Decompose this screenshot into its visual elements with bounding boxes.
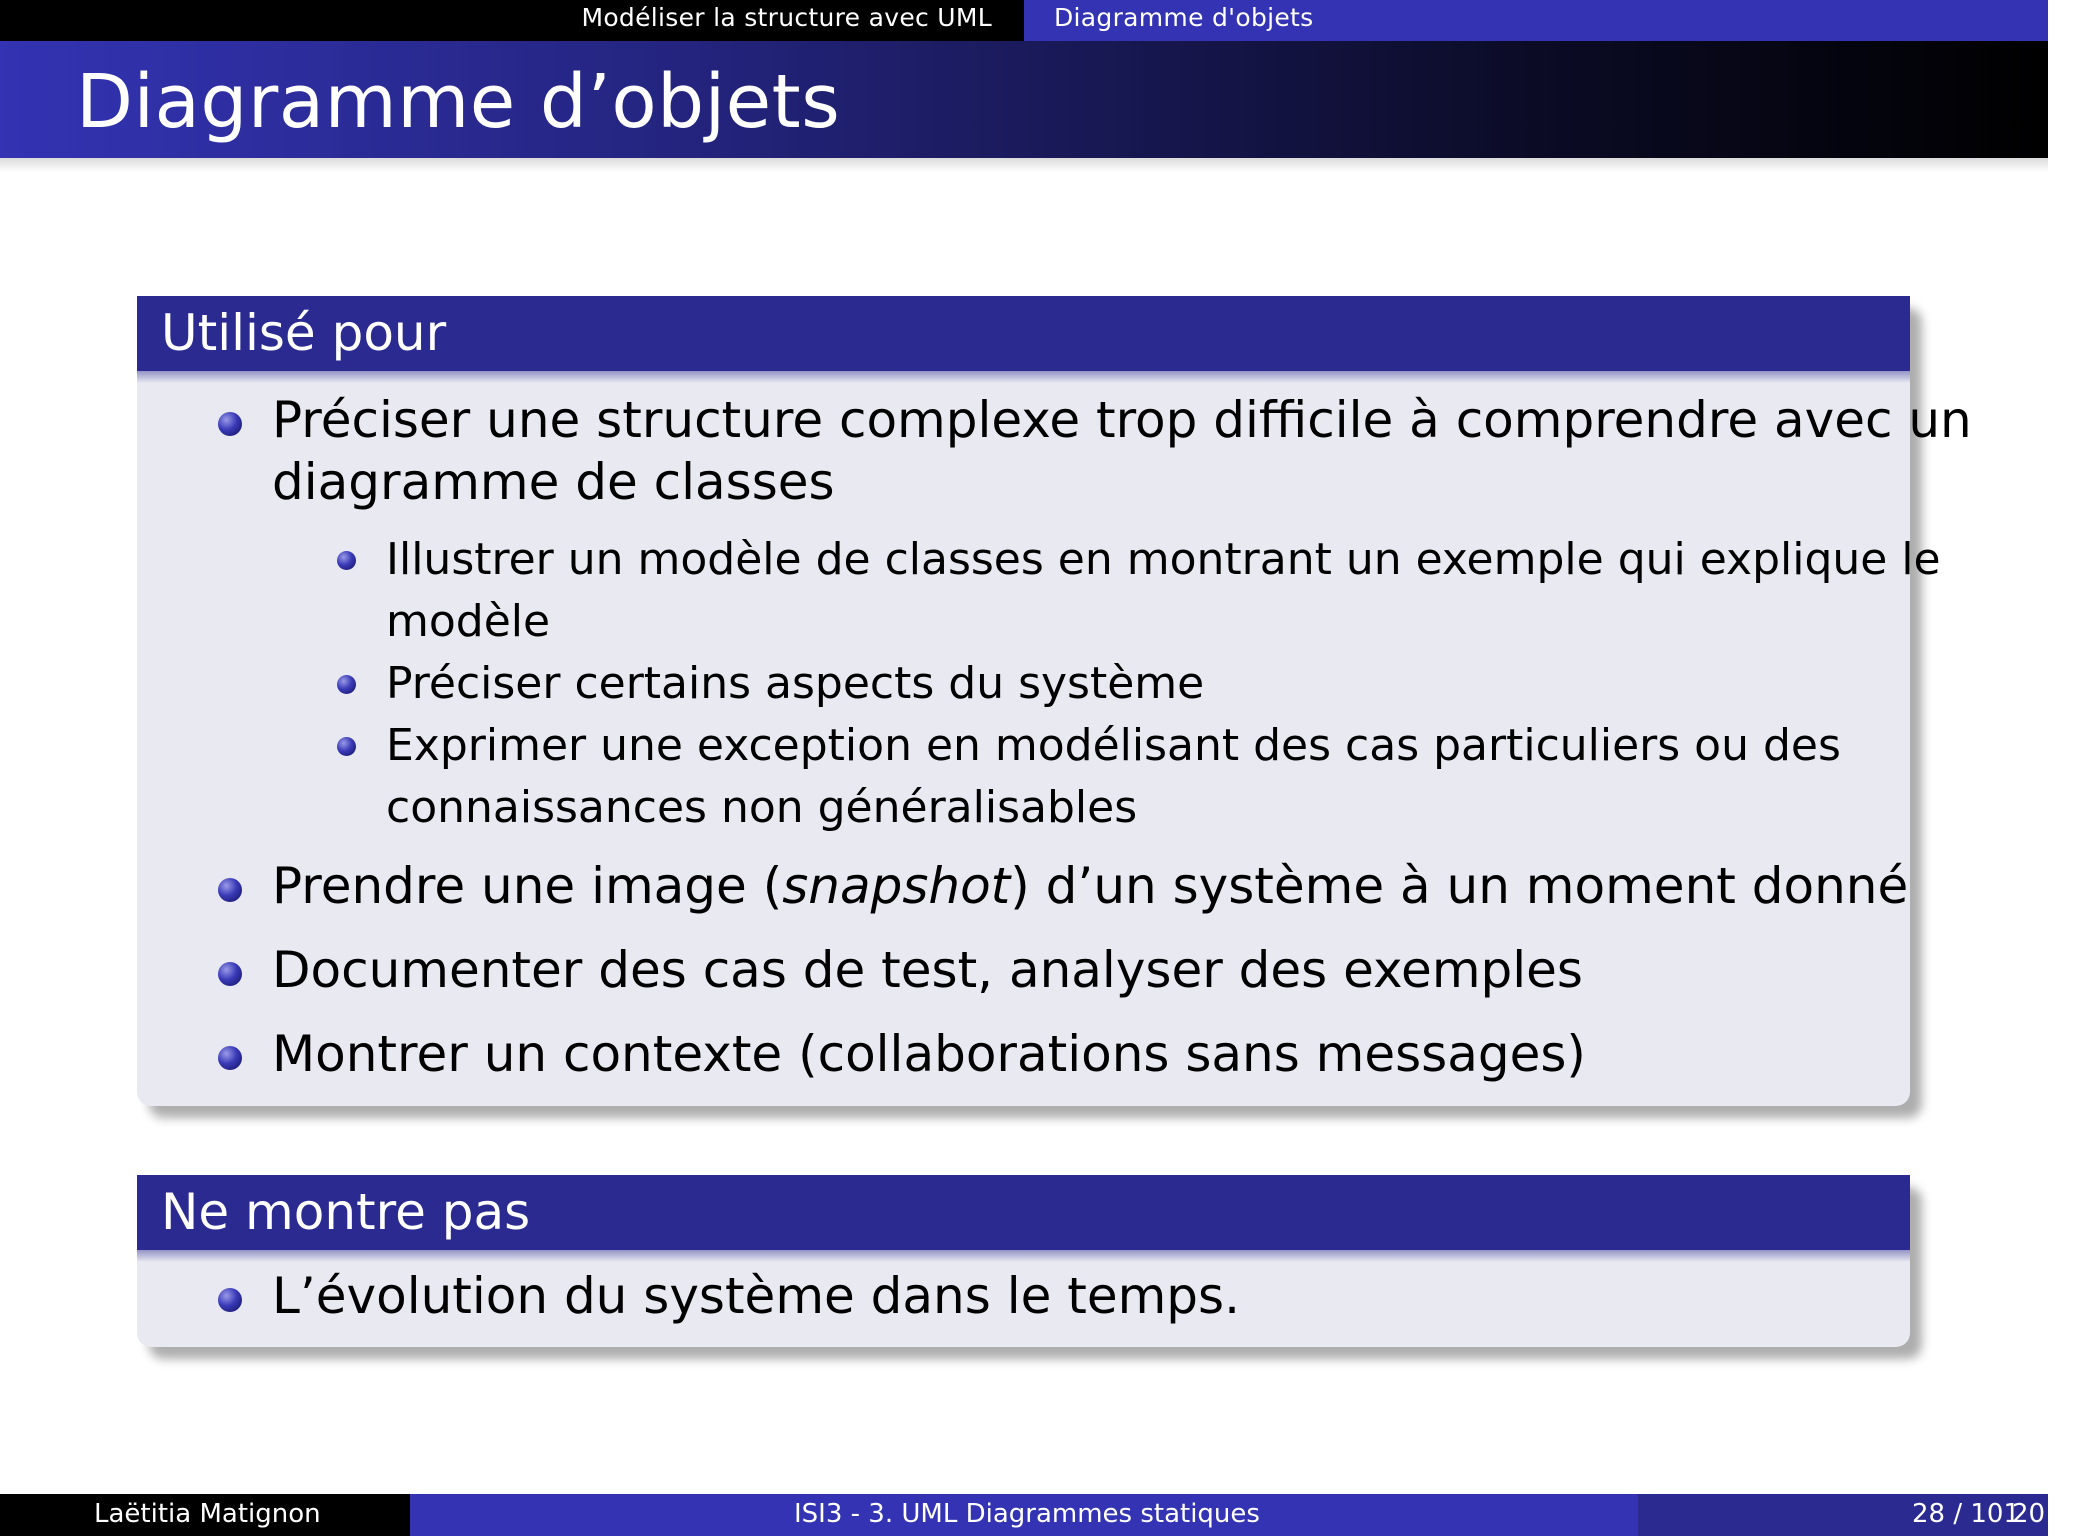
block-header [137,296,1910,371]
footer-title-area [410,1494,1638,1536]
bullet-icon [218,878,242,902]
bullet-icon [218,962,242,986]
list-item-text: Préciser une structure complexe trop difficile à comprendre avec un [272,391,1972,449]
list-item-text: L’évolution du système dans le temps. [272,1267,1240,1325]
sub-bullet-icon [337,737,356,756]
footer-bar [0,1494,2078,1536]
frame-title-bar [0,41,2048,158]
list-item-text: diagramme de classes [272,453,835,511]
block-header [137,1175,1910,1250]
footer-page-number: 28 / 101 [1912,1499,2020,1529]
bullet-icon [218,412,242,436]
nav-subsection-area [1024,0,2048,41]
list-item-text-part: Prendre une image ( [272,857,783,915]
sub-list-item-text: Illustrer un modèle de classes en montrant un exemple qui explique le [386,534,1941,585]
list-item-text-part: ) d’un système à un moment donné [1010,857,1909,915]
block-not-shown [137,1175,1910,1347]
block-title: Utilisé pour [161,304,447,362]
bullet-icon [218,1288,242,1312]
footer-year: 2012 [2012,1499,2078,1529]
list-item-text: Montrer un contexte (collaborations sans messages) [272,1025,1586,1083]
frame-title: Diagramme d’objets [76,59,841,145]
footer-course-title: ISI3 - 3. UML Diagrammes statiques [794,1499,1260,1529]
footer-author: Laëtitia Matignon [94,1499,321,1529]
footer-page-area [1638,1494,2078,1536]
list-item-text [272,855,1908,917]
block-used-for [137,296,1972,1106]
list-item-italic-term: snapshot [782,857,1011,915]
nav-section-area [0,0,1024,41]
footer-author-area [0,1494,410,1536]
title-bar-shadow [0,158,2048,172]
sub-list-item-text: Préciser certains aspects du système [386,658,1205,709]
block-title: Ne montre pas [161,1183,531,1241]
list-item-text: Documenter des cas de test, analyser des exemples [272,941,1583,999]
sub-bullet-icon [337,675,356,694]
sub-list-item-text: Exprimer une exception en modélisant des cas particuliers ou des [386,720,1841,771]
nav-section-link[interactable]: Modéliser la structure avec UML [581,3,992,32]
sub-list-item-text: connaissances non généralisables [386,782,1138,833]
top-navigation-bar [0,0,2048,41]
sub-list-item-text: modèle [386,596,551,647]
bullet-icon [218,1046,242,1070]
sub-bullet-icon [337,551,356,570]
nav-subsection-link[interactable]: Diagramme d'objets [1054,3,1314,32]
